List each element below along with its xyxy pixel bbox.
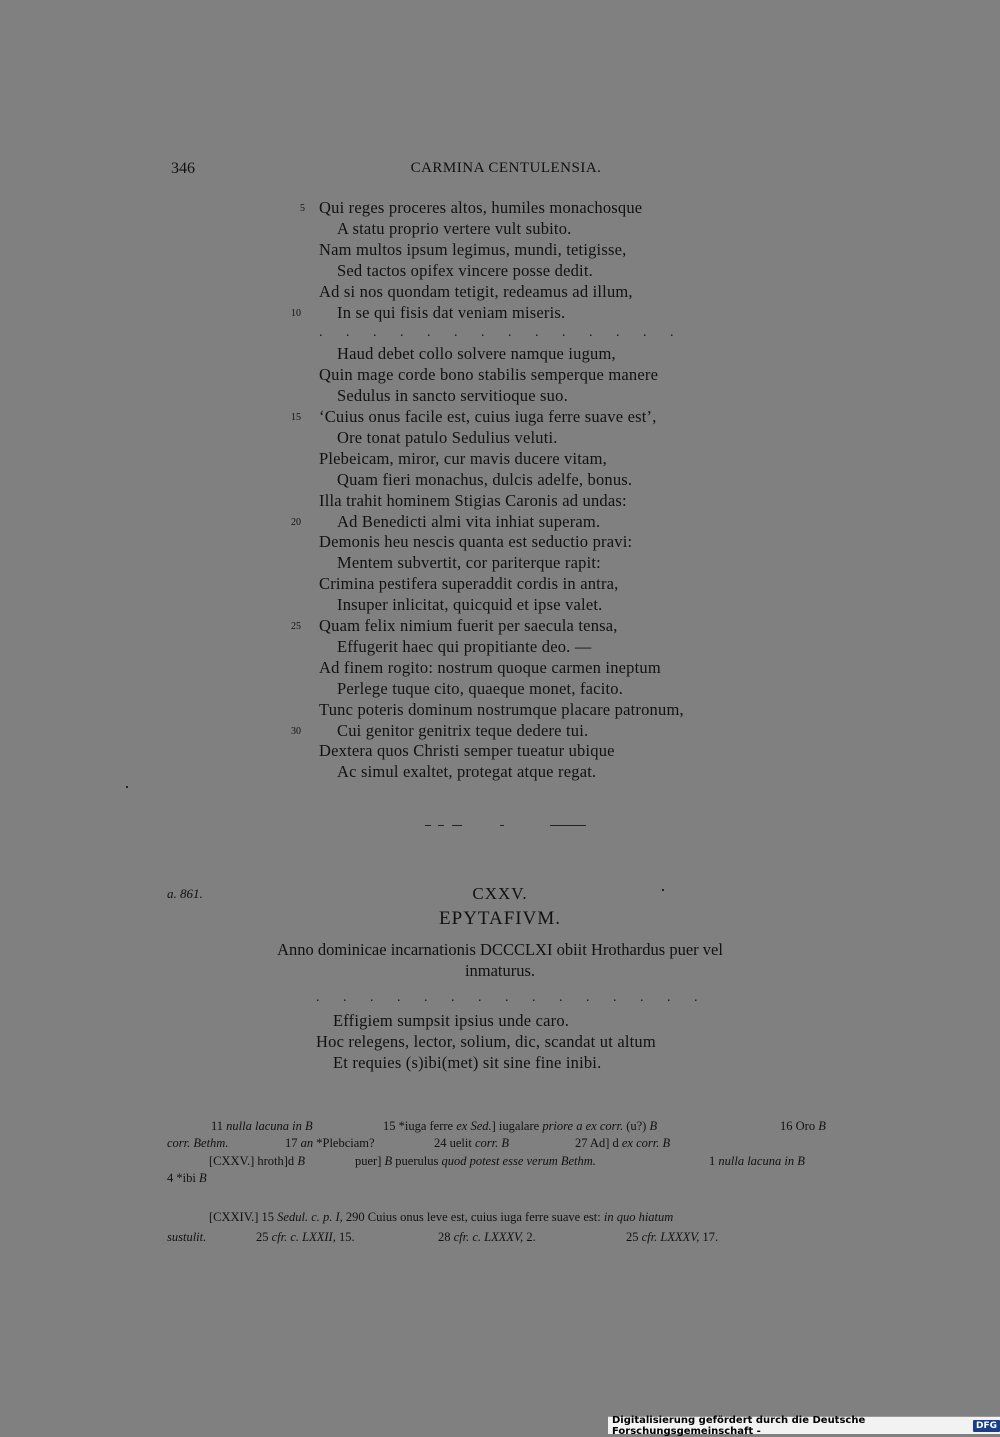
- running-title-text: CARMINA CENTULENSIA.: [410, 160, 602, 176]
- fn-italic: Sedul. c. p. I,: [277, 1210, 343, 1224]
- verse-line: Ad Benedicti almi vita inhiat superam.: [337, 511, 601, 531]
- fn-text: 290 Cuius onus leve est, cuius iuga ferre suave est:: [342, 1210, 604, 1224]
- ornament-rule-segment: [452, 825, 462, 826]
- verse-line: Haud debet collo solvere namque iugum,: [337, 344, 616, 364]
- fn-italic: B: [384, 1154, 393, 1168]
- verse-line: Insuper inlicitat, quicquid et ipse valet.: [337, 595, 603, 615]
- fn-text: puer]: [355, 1154, 385, 1168]
- fn-text: 1: [709, 1154, 719, 1168]
- verse-line: Quam felix nimium fuerit per saecula tensa,: [319, 616, 618, 635]
- scan-speck: [662, 889, 664, 891]
- line-number: 20: [291, 516, 301, 528]
- footnote-sources-line-2-b: [256, 1230, 355, 1245]
- footnote-apparatus-line-1-c: [780, 1119, 826, 1134]
- footnote-apparatus-line-3-c: [709, 1154, 805, 1169]
- footnote-sources-line-2-c: [438, 1230, 536, 1245]
- fn-text: 27 Ad] d: [575, 1136, 622, 1150]
- fn-italic: priore a ex corr.: [542, 1119, 624, 1133]
- fn-text: 15 *iuga ferre: [383, 1119, 457, 1133]
- footnote-sources-line-2-d: [626, 1230, 718, 1245]
- fn-italic: B: [297, 1154, 305, 1168]
- fn-text: 2.: [523, 1230, 536, 1244]
- fn-text: [CXXV.] hroth]d: [209, 1154, 298, 1168]
- scan-speck: [126, 786, 128, 788]
- fn-text: [CXXIV.] 15: [209, 1210, 278, 1224]
- running-title: [0, 160, 1000, 177]
- lacuna-dots: . . . . . . . . . . . . . .: [319, 325, 684, 341]
- funding-footer: [608, 1414, 1000, 1437]
- verse-line: Dextera quos Christi semper tueatur ubique: [319, 741, 615, 761]
- fn-italic: cfr. c. LXXII,: [271, 1230, 336, 1244]
- verse-line: Sed tactos opifex vincere posse dedit.: [337, 260, 593, 280]
- footnote-sources-line-2: [167, 1230, 206, 1245]
- verse-line: Tunc poteris dominum nostrumque placare patronum,: [319, 699, 684, 719]
- verse-line: Cui genitor genitrix teque dedere tui.: [337, 720, 589, 740]
- line-number: 10: [291, 307, 301, 319]
- verse-line: Illa trahit hominem Stigias Caronis ad undas:: [319, 490, 627, 510]
- footnote-apparatus-line-3-b: [355, 1154, 596, 1169]
- verse-line: Quin mage corde bono stabilis semperque manere: [319, 365, 659, 385]
- fn-italic: corr. Bethm.: [167, 1136, 229, 1150]
- footnote-sources-line-1: [209, 1210, 673, 1225]
- dfg-logo: DFG: [973, 1420, 1000, 1432]
- fn-italic: in quo hiatum: [603, 1210, 674, 1224]
- fn-italic: quod potest esse verum Bethm.: [441, 1154, 596, 1168]
- verse-line: Demonis heu nescis quanta est seductio pravi:: [319, 532, 633, 552]
- lacuna-dots: . . . . . . . . . . . . . . .: [316, 990, 708, 1005]
- ornament-rule-segment: [500, 825, 504, 826]
- verse-line: In se qui fisis dat veniam miseris.: [337, 302, 566, 322]
- verse-line: Nam multos ipsum legimus, mundi, tetigisse,: [319, 239, 627, 259]
- verse-line: Mentem subvertit, cor pariterque rapit:: [337, 553, 601, 573]
- verse-line: Plebeicam, miror, cur mavis ducere vitam,: [319, 448, 607, 468]
- verse-line: Qui reges proceres altos, humiles monachosque: [319, 198, 643, 217]
- fn-italic: B: [818, 1119, 826, 1133]
- fn-text: 25: [256, 1230, 272, 1244]
- fn-italic: an: [300, 1136, 314, 1150]
- verse-line: Effugerit haec qui propitiante deo. —: [337, 636, 592, 656]
- footnote-apparatus-line-2: [167, 1136, 228, 1151]
- fn-italic: nulla lacuna in B: [226, 1119, 313, 1133]
- section-subtitle-line-1: Anno dominicae incarnationis DCCCLXI obiit Hrothardus puer vel: [277, 940, 723, 959]
- epitaph-line: Et requies (s)ibi(met) sit sine fine inibi.: [333, 1053, 602, 1072]
- fn-italic: nulla lacuna in B: [718, 1154, 805, 1168]
- footnote-apparatus-line-4: [167, 1171, 207, 1186]
- fn-italic: sustulit.: [167, 1230, 207, 1244]
- fn-text: 16 Oro: [780, 1119, 819, 1133]
- section-subtitle-line-2: inmaturus.: [464, 961, 536, 980]
- section-title: EPYTAFIVM.: [439, 908, 561, 929]
- page-number: 346: [171, 160, 195, 177]
- verse-line: Ore tonat patulo Sedulius veluti.: [337, 427, 558, 447]
- verse-line: Ad si nos quondam tetigit, redeamus ad illum,: [319, 281, 633, 301]
- fn-text: *Plebciam?: [313, 1136, 375, 1150]
- fn-italic: B: [649, 1119, 658, 1133]
- fn-italic: ex corr. B: [621, 1136, 671, 1150]
- verse-line: Crimina pestifera superaddit cordis in antra,: [319, 574, 619, 594]
- fn-text: ] iugalare: [491, 1119, 543, 1133]
- fn-text: 24 uelit: [434, 1136, 475, 1150]
- verse-line: Ac simul exaltet, protegat atque regat.: [337, 762, 597, 782]
- fn-italic: corr. B: [474, 1136, 509, 1150]
- footnote-apparatus-line-1: [211, 1119, 313, 1134]
- fn-text: 17: [285, 1136, 301, 1150]
- line-number: 5: [300, 203, 305, 214]
- fn-text: puerulus: [392, 1154, 442, 1168]
- footnote-apparatus-line-2-c: [434, 1136, 509, 1151]
- fn-text: 11: [211, 1119, 227, 1133]
- footnote-apparatus-line-2-d: [575, 1136, 670, 1151]
- fn-text: 4 *ibi: [167, 1171, 199, 1185]
- fn-text: 28: [438, 1230, 454, 1244]
- fn-text: 15.: [335, 1230, 355, 1244]
- funding-text: Digitalisierung gefördert durch die Deutsche Forschungsgemeinschaft -: [612, 1414, 866, 1437]
- verse-line: ‘Cuius onus facile est, cuius iuga ferre suave est’,: [319, 407, 657, 426]
- epitaph-line: Effigiem sumpsit ipsius unde caro.: [333, 1011, 570, 1030]
- section-number: CXXV.: [472, 884, 528, 903]
- verse-line: Sedulus in sancto servitioque suo.: [337, 386, 568, 406]
- verse-line: Quam fieri monachus, dulcis adelfe, bonus.: [337, 469, 633, 489]
- verse-line: A statu proprio vertere vult subito.: [337, 218, 572, 238]
- fn-text: 25: [626, 1230, 642, 1244]
- line-number: 30: [291, 725, 301, 737]
- footnote-apparatus-line-2-b: [285, 1136, 375, 1151]
- footnote-apparatus-line-3: [209, 1154, 305, 1169]
- ornament-rule-segment: [438, 825, 444, 826]
- fn-italic: cfr. c. LXXXV,: [453, 1230, 524, 1244]
- line-number: 15: [291, 412, 301, 423]
- ornament-rule-segment: [550, 825, 586, 826]
- fn-text: (u?): [623, 1119, 650, 1133]
- epitaph-line: Hoc relegens, lector, solium, dic, scandat ut altum: [316, 1032, 656, 1051]
- verse-line: Perlege tuque cito, quaeque monet, facito.: [337, 678, 624, 698]
- line-number: 25: [291, 621, 301, 632]
- ornament-rule-segment: [425, 825, 431, 826]
- fn-italic: B: [198, 1171, 207, 1185]
- margin-date: a. 861.: [167, 886, 203, 901]
- verse-line: Ad finem rogito: nostrum quoque carmen ineptum: [319, 657, 661, 677]
- fn-italic: ex Sed.: [456, 1119, 492, 1133]
- footnote-apparatus-line-1-b: [383, 1119, 657, 1134]
- fn-italic: cfr. LXXXV,: [641, 1230, 700, 1244]
- fn-text: 17.: [699, 1230, 719, 1244]
